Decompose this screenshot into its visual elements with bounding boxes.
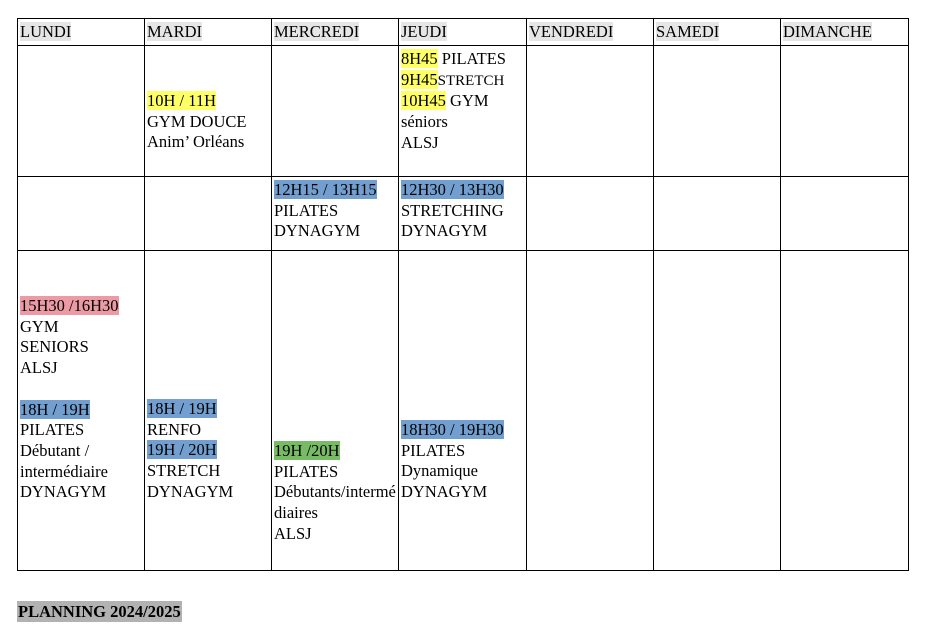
- cell-vendredi-evening: [527, 251, 654, 571]
- activity-label-cont: séniors: [401, 112, 448, 132]
- activity-label: PILATES: [441, 49, 506, 68]
- place-label: ALSJ: [20, 358, 58, 378]
- time-slot: 10H45: [401, 91, 446, 111]
- activity-label: PILATES: [274, 200, 339, 220]
- cell-jeudi-noon: [399, 177, 527, 251]
- cell-lundi-noon: [18, 177, 145, 251]
- cell-mercredi-noon: [272, 177, 399, 251]
- activity-label: GYM: [20, 316, 59, 336]
- weekly-schedule-table: [17, 18, 909, 571]
- morning-row: [18, 46, 909, 177]
- activity-label: PILATES: [274, 461, 339, 481]
- activity-label: PILATES: [401, 440, 466, 460]
- cell-dimanche-morning: [781, 46, 909, 177]
- time-slot: 18H / 19H: [147, 399, 217, 418]
- cell-samedi-noon: [654, 177, 781, 251]
- activity-label-cont: SENIORS: [20, 337, 89, 357]
- cell-vendredi-noon: [527, 177, 654, 251]
- cell-samedi-morning: [654, 46, 781, 177]
- day-header-vendredi: VENDREDI: [527, 19, 654, 46]
- time-slot: 10H / 11H: [147, 91, 217, 110]
- cell-mercredi-evening: [272, 251, 399, 571]
- activity-label: GYM: [450, 91, 489, 111]
- time-slot: 9H45: [401, 69, 438, 89]
- evening-row: [18, 251, 909, 571]
- level-label: Débutant /: [20, 440, 90, 460]
- page-title: PLANNING 2024/2025: [18, 602, 181, 621]
- level-label: Dynamique: [401, 461, 478, 481]
- activity-label: STRETCH: [437, 72, 505, 89]
- cell-dimanche-evening: [781, 251, 909, 571]
- place-label: DYNAGYM: [147, 481, 234, 501]
- time-slot: 12H15 / 13H15: [274, 180, 377, 199]
- activity-label: PILATES: [20, 420, 85, 440]
- day-header-dimanche: DIMANCHE: [781, 19, 909, 46]
- activity-label: GYM DOUCE: [147, 111, 247, 131]
- activity-label: RENFO: [147, 419, 202, 439]
- cell-mardi-noon: [145, 177, 272, 251]
- place-label: Anim’ Orléans: [147, 132, 245, 152]
- day-header-mercredi: MERCREDI: [272, 19, 399, 46]
- time-slot: 19H / 20H: [147, 440, 217, 460]
- cell-dimanche-noon: [781, 177, 909, 251]
- cell-lundi-morning: [18, 46, 145, 177]
- place-label: DYNAGYM: [401, 482, 488, 502]
- cell-mardi-evening: [145, 251, 272, 571]
- place-label: DYNAGYM: [274, 221, 361, 241]
- noon-row: [18, 177, 909, 251]
- time-slot: 18H / 19H: [20, 399, 90, 419]
- place-label: ALSJ: [274, 523, 312, 543]
- level-label: Débutants/intermédiaires: [274, 482, 396, 523]
- level-label-cont: intermédiaire: [20, 461, 108, 481]
- activity-label: STRETCHING: [401, 200, 504, 220]
- time-slot: 15H30 /16H30: [20, 296, 119, 315]
- place-label: ALSJ: [401, 132, 439, 152]
- place-label: DYNAGYM: [401, 221, 488, 241]
- day-header-lundi: LUNDI: [18, 19, 145, 46]
- cell-vendredi-morning: [527, 46, 654, 177]
- day-header-jeudi: JEUDI: [399, 19, 527, 46]
- cell-mardi-morning: [145, 46, 272, 177]
- time-slot: 12H30 / 13H30: [401, 180, 504, 199]
- cell-mercredi-morning: [272, 46, 399, 177]
- day-header-mardi: MARDI: [145, 19, 272, 46]
- header-row: [18, 19, 909, 46]
- activity-label: STRETCH: [147, 461, 221, 481]
- cell-jeudi-morning: [399, 46, 527, 177]
- cell-jeudi-evening: [399, 251, 527, 571]
- time-slot: 19H /20H: [274, 441, 340, 460]
- time-slot: 8H45: [401, 49, 438, 68]
- cell-lundi-evening: [18, 251, 145, 571]
- cell-samedi-evening: [654, 251, 781, 571]
- day-header-samedi: SAMEDI: [654, 19, 781, 46]
- time-slot: 18H30 / 19H30: [401, 420, 504, 439]
- place-label: DYNAGYM: [20, 482, 107, 502]
